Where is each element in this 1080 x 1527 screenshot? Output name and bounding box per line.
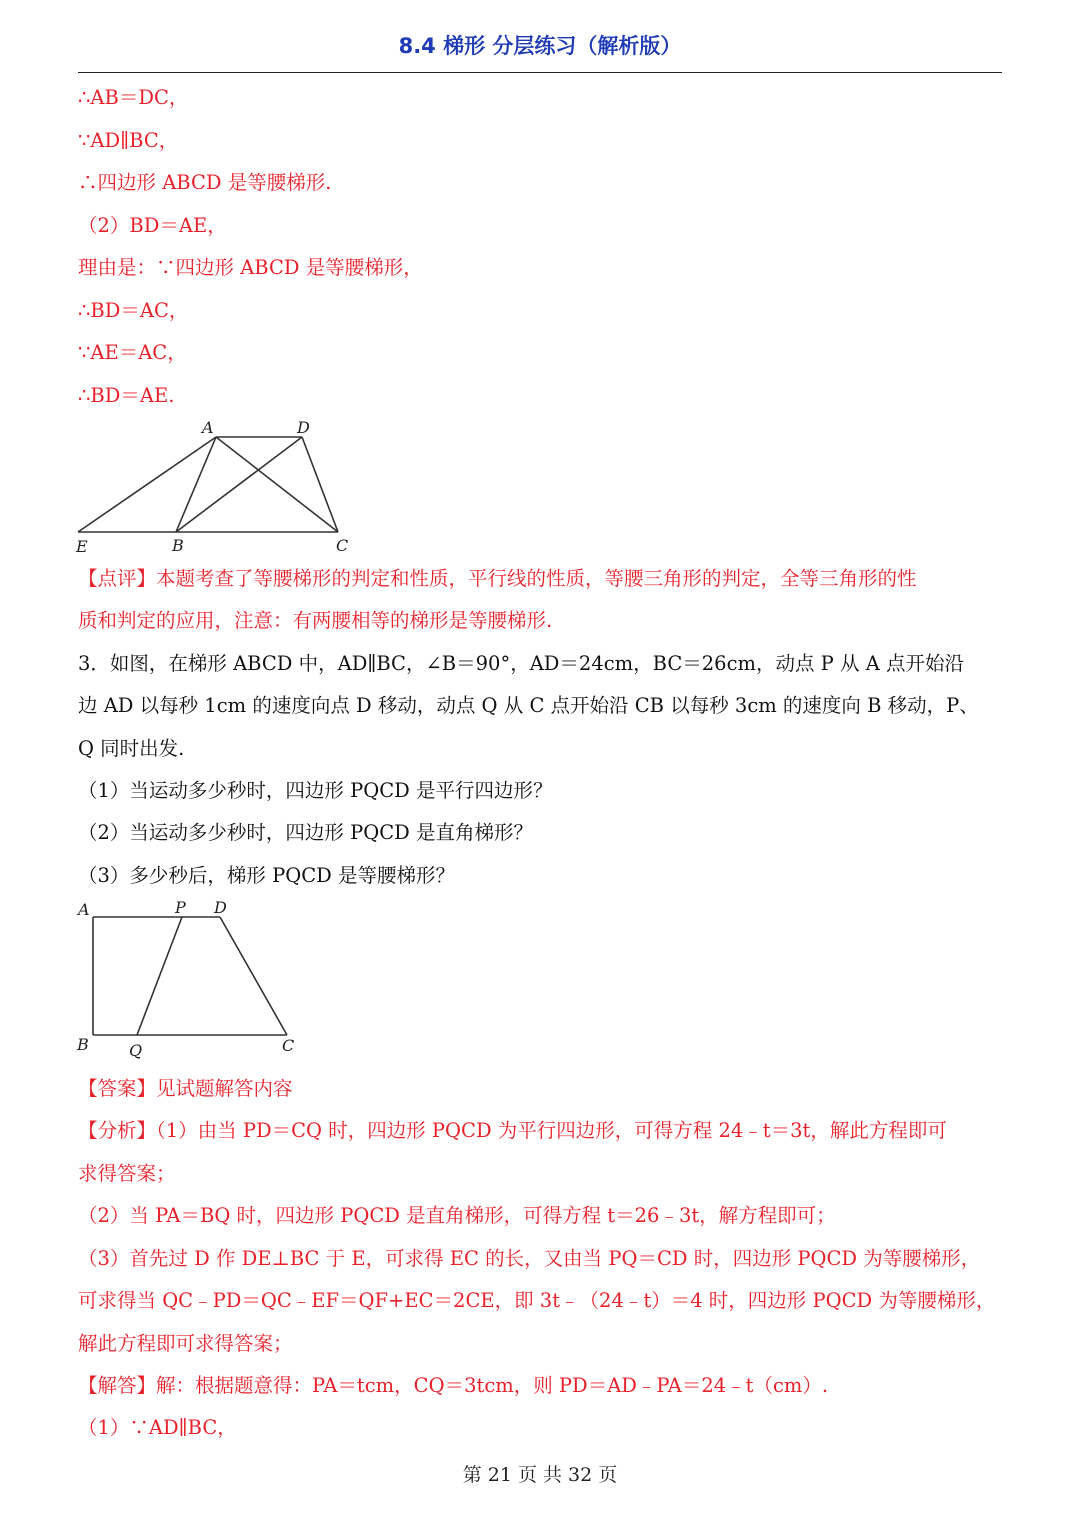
proof-line: 理由是：∵四边形 ABCD 是等腰梯形， [78, 256, 423, 279]
answer-tag: 【答案】 [78, 1077, 157, 1100]
label-E: E [76, 537, 88, 556]
analysis-text: （1）由当 PD＝CQ 时，四边形 PQCD 为平行四边形，可得方程 24﹣t＝3t，解此方程即可 [156, 1119, 947, 1142]
solution-line-2: （1）∵AD∥BC， [78, 1416, 237, 1439]
proof-line: ∵AE＝AC， [78, 341, 187, 364]
label-A: A [202, 418, 214, 437]
solution-tag: 【解答】 [78, 1374, 157, 1397]
proof-line: ∴AB＝DC， [78, 86, 189, 109]
page-footer: 第 21 页 共 32 页 [462, 1464, 618, 1486]
label-D: D [214, 898, 227, 917]
problem-3-line-1: 3．如图，在梯形 ABCD 中，AD∥BC，∠B＝90°，AD＝24cm，BC＝26cm，动点 P 从 A 点开始沿 [78, 652, 964, 675]
problem-3-line-3: Q 同时出发. [78, 737, 185, 760]
analysis-tag: 【分析】 [78, 1119, 157, 1142]
comment-line-1 [78, 558, 1008, 600]
label-A: A [78, 900, 90, 919]
analysis-line-2: 求得答案； [78, 1162, 176, 1185]
question-1: （1）当运动多少秒时，四边形 PQCD 是平行四边形？ [78, 779, 553, 802]
header-divider [78, 72, 1002, 73]
label-Q: Q [129, 1041, 143, 1060]
proof-line: ∴BD＝AC， [78, 299, 189, 322]
comment-tag: 【点评】 [78, 567, 157, 590]
answer-line [78, 1068, 1008, 1110]
proof-line: ∴四边形 ABCD 是等腰梯形. [78, 171, 332, 194]
proof-line: ∴BD＝AE. [78, 384, 175, 407]
label-D: D [297, 418, 310, 437]
comment-line-2: 质和判定的应用，注意：有两腰相等的梯形是等腰梯形. [78, 609, 553, 632]
question-2: （2）当运动多少秒时，四边形 PQCD 是直角梯形？ [78, 821, 533, 844]
label-P: P [175, 898, 186, 917]
problem-3-line-2: 边 AD 以每秒 1cm 的速度向点 D 移动，动点 Q 从 C 点开始沿 CB 以每秒 3cm 的速度向 B 移动，P、 [78, 694, 979, 717]
figure-right-trapezoid [72, 893, 312, 1072]
label-C: C [336, 536, 349, 555]
analysis-line-4: （3）首先过 D 作 DE⊥BC 于 E，可求得 EC 的长，又由当 PQ＝CD 时，四边形 PQCD 为等腰梯形， [78, 1247, 981, 1270]
analysis-line-3: （2）当 PA＝BQ 时，四边形 PQCD 是直角梯形，可得方程 t＝26﹣3t，解方程即可； [78, 1204, 836, 1227]
proof-line: ∵AD∥BC， [78, 129, 179, 152]
solution-text: 解：根据题意得：PA＝tcm，CQ＝3tcm，则 PD＝AD﹣PA＝24﹣t（cm）. [156, 1374, 829, 1397]
proof-line: （2）BD＝AE， [78, 214, 227, 237]
analysis-line-1 [78, 1110, 1008, 1152]
question-3: （3）多少秒后，梯形 PQCD 是等腰梯形？ [78, 864, 455, 887]
analysis-line-6: 解此方程即可求得答案； [78, 1332, 293, 1355]
label-C: C [282, 1036, 295, 1055]
analysis-line-5: 可求得当 QC﹣PD＝QC﹣EF＝QF+EC＝2CE，即 3t﹣（24﹣t）＝4 时，四边形 PQCD 为等腰梯形， [78, 1289, 996, 1312]
answer-text: 见试题解答内容 [156, 1077, 293, 1100]
label-B: B [77, 1035, 89, 1054]
label-B: B [172, 536, 184, 555]
comment-text: 本题考查了等腰梯形的判定和性质，平行线的性质，等腰三角形的判定，全等三角形的性 [156, 567, 917, 590]
figure-isosceles-trapezoid [70, 415, 360, 564]
solution-line-1 [78, 1365, 1008, 1407]
page-header-title: 8.4 梯形 分层练习（解析版） [398, 34, 682, 58]
